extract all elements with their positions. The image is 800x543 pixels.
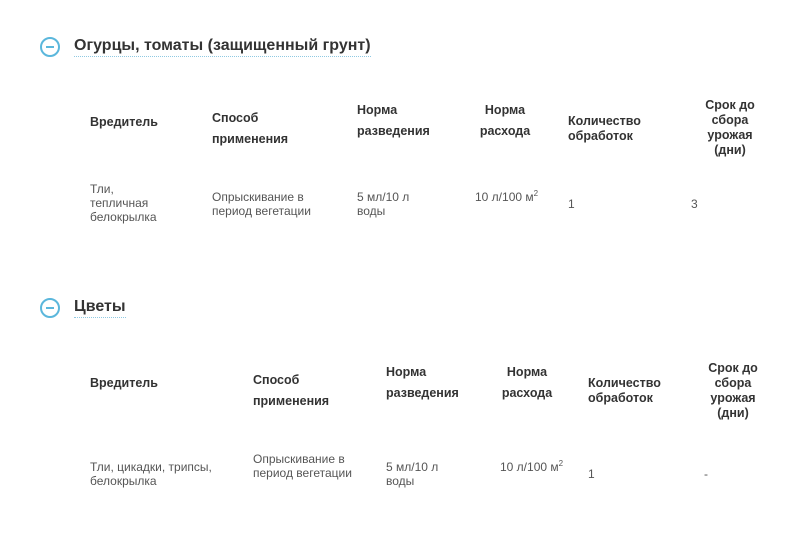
header-dilution: Норма разведения — [357, 103, 430, 138]
header-pest: Вредитель — [90, 115, 158, 129]
cell-waiting: 3 — [691, 197, 698, 211]
cell-pest: Тли, цикадки, трипсы, белокрылка — [90, 460, 212, 488]
section-header[interactable] — [40, 36, 371, 57]
cell-consumption — [500, 460, 565, 474]
header-waiting: Срок до сбора урожая (дни) — [708, 361, 758, 420]
cell-method: Опрыскивание в период вегетации — [212, 190, 311, 218]
cell-consumption-value: 10 л/100 м — [500, 460, 559, 474]
header-dilution: Норма разведения — [386, 365, 459, 400]
header-method: Способ применения — [212, 111, 289, 146]
cell-pest: Тли, тепличная белокрылка — [90, 182, 157, 224]
cell-treatments: 1 — [588, 467, 595, 481]
cell-treatments: 1 — [568, 197, 575, 211]
cell-waiting: - — [704, 467, 708, 481]
cell-consumption — [475, 190, 540, 204]
superscript: 2 — [533, 189, 539, 198]
collapse-icon[interactable] — [40, 298, 60, 318]
section-title[interactable]: Цветы — [74, 297, 126, 318]
header-consumption: Норма расхода — [479, 103, 531, 138]
header-treatments: Количество обработок — [568, 114, 641, 143]
cell-dilution: 5 мл/10 л воды — [357, 190, 410, 218]
collapse-icon[interactable] — [40, 37, 60, 57]
cell-dilution: 5 мл/10 л воды — [386, 460, 439, 488]
section-header[interactable] — [40, 297, 126, 318]
header-consumption: Норма расхода — [501, 365, 553, 400]
cell-method: Опрыскивание в период вегетации — [253, 452, 352, 480]
header-pest: Вредитель — [90, 376, 158, 390]
cell-consumption-value: 10 л/100 м — [475, 190, 534, 204]
header-method: Способ применения — [253, 373, 330, 408]
header-waiting: Срок до сбора урожая (дни) — [705, 98, 755, 157]
superscript: 2 — [558, 459, 564, 468]
section-title[interactable]: Огурцы, томаты (защищенный грунт) — [74, 36, 371, 57]
header-treatments: Количество обработок — [588, 376, 661, 405]
